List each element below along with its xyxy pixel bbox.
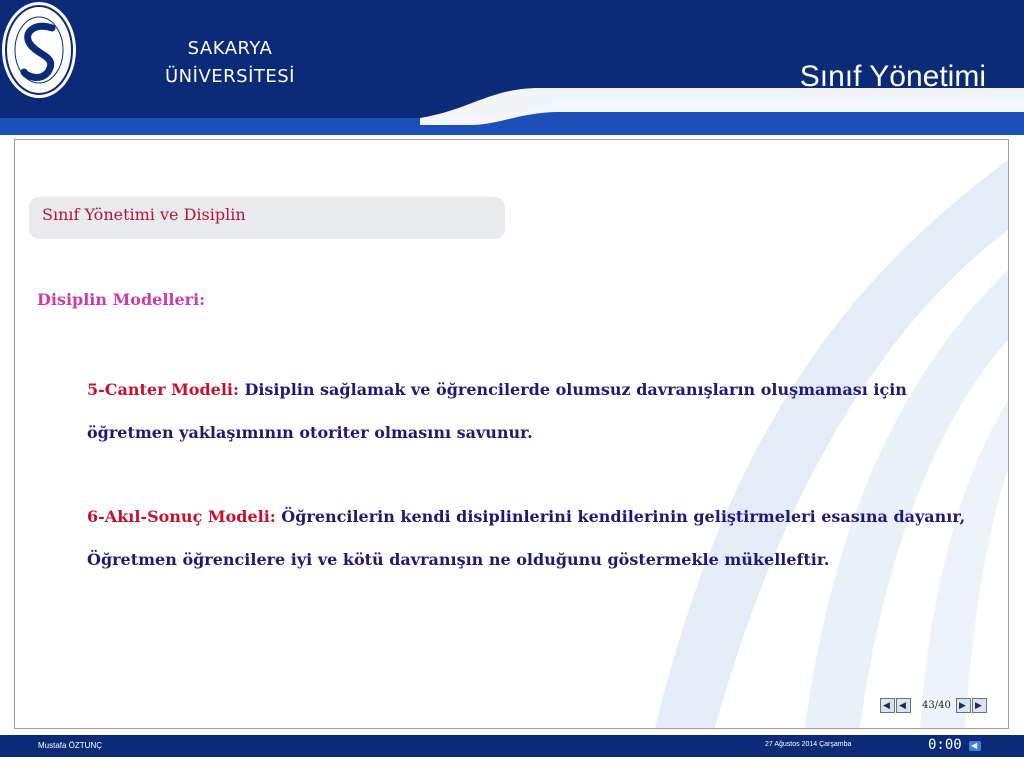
university-name-line1: SAKARYA [187, 38, 273, 59]
footer-time: 0:00 [928, 737, 962, 753]
content-area [14, 139, 1009, 729]
paragraph-text: Öğrencilerin kendi disiplinlerini kendilerinin geliştirmeleri esasına dayanır, Öğretmen öğrencilere iyi ve kötü davranışın ne olduğunu göstermekle mükelleftir. [87, 507, 966, 569]
slide-title: Sınıf Yönetimi [799, 60, 986, 93]
first-slide-button[interactable] [880, 698, 895, 713]
subtitle-text: Sınıf Yönetimi ve Disiplin [42, 205, 246, 224]
university-logo-icon [0, 0, 78, 100]
page-indicator: 43/40 [922, 700, 951, 711]
next-icon: ▶ [959, 700, 966, 710]
last-slide-button[interactable] [972, 698, 987, 713]
footer-date: 27 Ağustos 2014 Çarşamba [765, 741, 852, 748]
section-heading: Disiplin Modelleri: [37, 290, 206, 309]
paragraph-canter [87, 368, 967, 454]
slide-footer [0, 735, 1024, 757]
paragraph-label: 5-Canter Modeli: [87, 380, 239, 399]
skip-first-icon: ◀ [883, 700, 890, 710]
paragraph-akil-sonuc [87, 495, 967, 581]
footer-author: Mustafa ÖZTUNÇ [38, 741, 103, 750]
university-name-line2: ÜNİVERSİTESİ [165, 66, 295, 87]
previous-slide-button[interactable] [896, 698, 911, 713]
skip-last-icon: ▶ [975, 700, 982, 710]
home-icon: ◀ [971, 741, 978, 750]
previous-icon: ◀ [899, 700, 906, 710]
paragraph-text: Disiplin sağlamak ve öğrencilerde olumsuz davranışların oluşmaması için öğretmen yaklaşımının otoriter olmasını savunur. [87, 380, 907, 442]
nav-back-group [880, 698, 912, 714]
subtitle-box [29, 197, 505, 239]
next-slide-button[interactable] [956, 698, 971, 713]
slide-header [0, 0, 1024, 135]
paragraph-label: 6-Akıl-Sonuç Modeli: [87, 507, 276, 526]
home-button[interactable] [969, 741, 981, 751]
nav-forward-group [956, 698, 988, 714]
